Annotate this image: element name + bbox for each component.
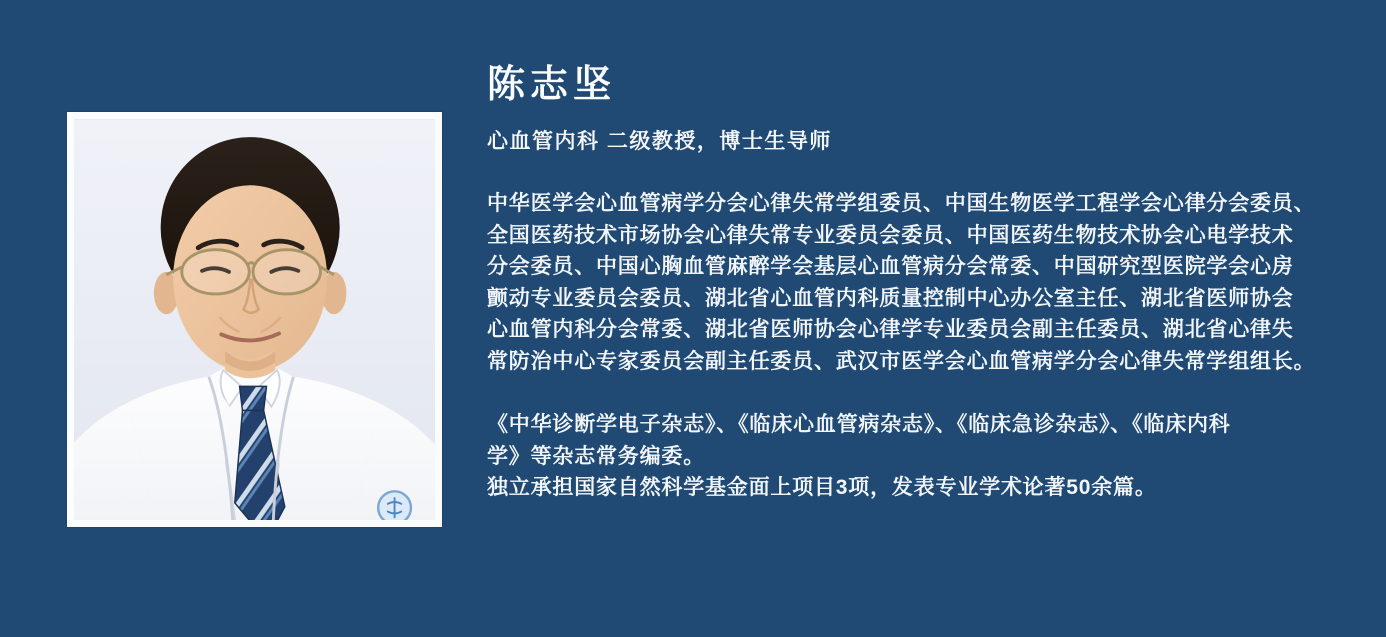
bio-line: 《中华诊断学电子杂志》、《临床心血管病杂志》、《临床急诊杂志》、《临床内科 [487,413,1231,436]
doctor-title: 心血管内科 二级教授，博士生导师 [487,130,832,153]
profile-info [487,62,1386,504]
bio-line: 全国医药技术市场协会心律失常专业委员会委员、中国医药生物技术协会心电学技术 [487,223,1294,247]
bio-line: 心血管内科分会常委、湖北省医师协会心律学专业委员会副主任委员、湖北省心律失 [487,318,1294,341]
hospital-badge-icon [378,491,411,520]
bio-line: 独立承担国家自然科学基金面上项目3项，发表专业学术论著50余篇。 [487,476,1157,499]
bio-line: 分会委员、中国心胸血管麻醉学会基层心血管病分会常委、中国研究型医院学会心房 [487,255,1294,278]
bio-memberships [487,188,1386,377]
bio-line: 中华医学会心血管病学分会心律失常学组委员、中国生物医学工程学会心律分会委员、 [487,192,1316,215]
bio-line: 颤动专业委员会委员、湖北省心血管内科质量控制中心办公室主任、湖北省医师协会 [487,286,1294,310]
bio-line: 常防治中心专家委员会副主任委员、武汉市医学会心血管病学分会心律失常学组组长。 [487,349,1316,373]
doctor-name: 陈志坚 [487,64,617,106]
doctor-portrait-illustration [74,119,435,520]
doctor-photo [67,112,442,527]
bio-editorial-research [487,409,1386,504]
bio-line: 学》等杂志常务编委。 [487,444,705,468]
